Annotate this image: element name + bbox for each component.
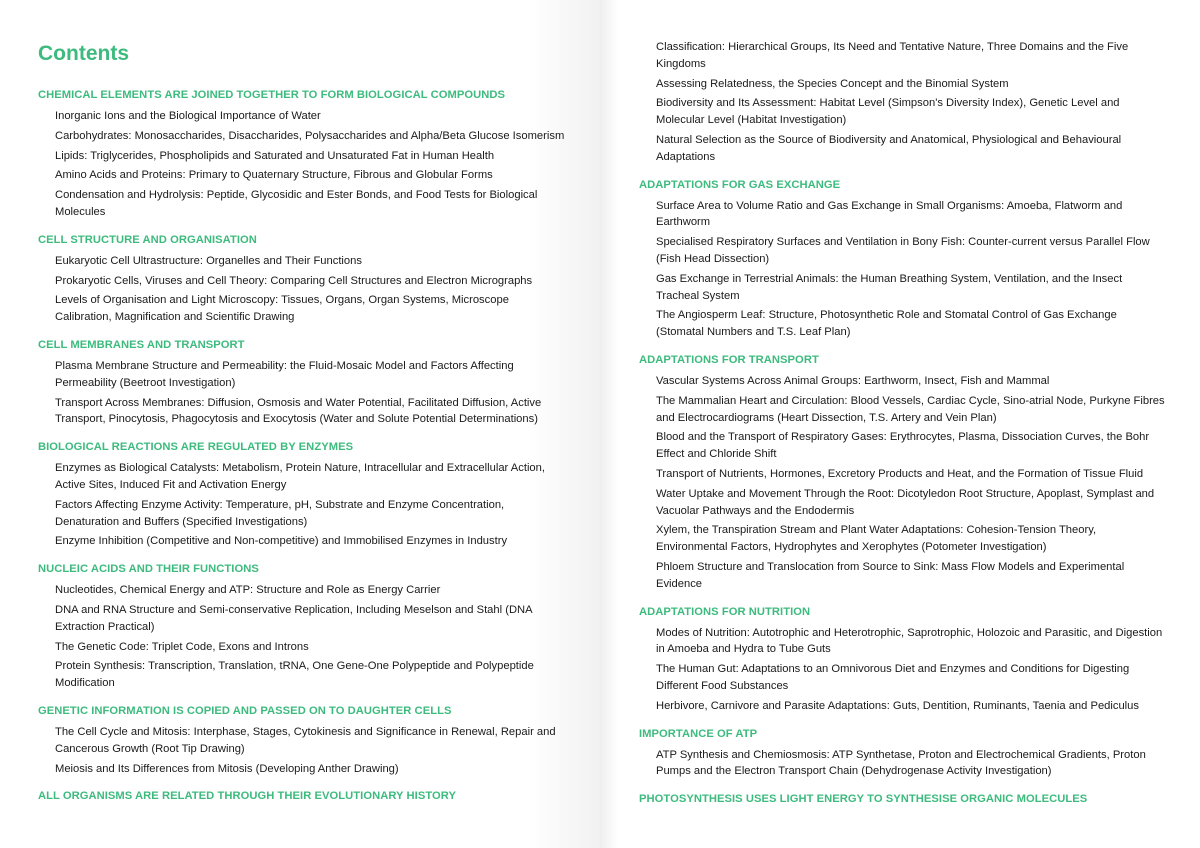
section-heading[interactable]: ADAPTATIONS FOR GAS EXCHANGE (639, 178, 841, 191)
section-heading[interactable]: NUCLEIC ACIDS AND THEIR FUNCTIONS (38, 563, 259, 576)
contents-entry[interactable]: The Mammalian Heart and Circulation: Blood Vessels, Cardiac Cycle, Sino-atrial Node, Purkyne Fibres and Electrocardiograms (Heart Dissection, T.S. Artery and Vein Plan) (656, 394, 1165, 424)
section-heading[interactable]: CELL STRUCTURE AND ORGANISATION (38, 233, 257, 246)
contents-entry[interactable]: Blood and the Transport of Respiratory Gases: Erythrocytes, Plasma, Dissociation Curves, the Bohr Effect and Chloride Shift (656, 431, 1150, 461)
contents-entry[interactable]: DNA and RNA Structure and Semi-conservative Replication, Including Meselson and Stahl (DNA Extraction Practical) (55, 603, 532, 633)
section-heading[interactable]: GENETIC INFORMATION IS COPIED AND PASSED ON TO DAUGHTER CELLS (38, 704, 452, 717)
contents-section (639, 792, 1170, 806)
contents-entry[interactable]: Enzyme Inhibition (Competitive and Non-competitive) and Immobilised Enzymes in Industry (55, 535, 508, 548)
left-contents-list (38, 88, 570, 803)
contents-entry[interactable]: Xylem, the Transpiration Stream and Plant Water Adaptations: Cohesion-Tension Theory, Environmental Factors, Hydrophytes and Xerophytes (Potometer Investigation) (656, 524, 1097, 554)
contents-entry[interactable]: Condensation and Hydrolysis: Peptide, Glycosidic and Ester Bonds, and Food Tests for Biological Molecules (55, 189, 538, 218)
contents-entry[interactable]: The Human Gut: Adaptations to an Omnivorous Diet and Enzymes and Conditions for Digesting Different Food Substances (656, 663, 1130, 692)
right-contents-list (639, 178, 1170, 807)
contents-entry[interactable]: Eukaryotic Cell Ultrastructure: Organelles and Their Functions (55, 254, 362, 267)
contents-section (38, 88, 570, 221)
contents-entry[interactable]: Prokaryotic Cells, Viruses and Cell Theory: Comparing Cell Structures and Electron Micrographs (55, 274, 533, 287)
contents-entry[interactable]: Amino Acids and Proteins: Primary to Quaternary Structure, Fibrous and Globular Forms (55, 169, 493, 182)
contents-section (38, 440, 570, 550)
contents-entry[interactable]: Factors Affecting Enzyme Activity: Temperature, pH, Substrate and Enzyme Concentration, Denaturation and Buffers (Specified Investigations) (55, 498, 505, 528)
contents-section (38, 789, 570, 803)
contents-entry[interactable]: Gas Exchange in Terrestrial Animals: the Human Breathing System, Ventilation, and the Insect Tracheal System (656, 272, 1123, 302)
right-page (600, 0, 1200, 848)
contents-section (38, 562, 570, 692)
section-heading[interactable]: IMPORTANCE OF ATP (639, 727, 758, 740)
contents-entry[interactable]: Transport of Nutrients, Hormones, Excretory Products and Heat, and the Formation of Tissue Fluid (656, 467, 1144, 480)
contents-entry[interactable]: The Genetic Code: Triplet Code, Exons and Introns (55, 640, 309, 653)
contents-entry[interactable]: Inorganic Ions and the Biological Importance of Water (55, 110, 321, 122)
contents-section (639, 353, 1170, 593)
contents-entry[interactable]: Specialised Respiratory Surfaces and Ventilation in Bony Fish: Counter-current versus Parallel Flow (Fish Head Dissection) (656, 236, 1150, 265)
section-heading[interactable]: CELL MEMBRANES AND TRANSPORT (38, 338, 245, 351)
contents-entry[interactable]: Herbivore, Carnivore and Parasite Adaptations: Guts, Dentition, Ruminants, Taenia and Pediculus (656, 699, 1139, 712)
section-heading[interactable]: CHEMICAL ELEMENTS ARE JOINED TOGETHER TO FORM BIOLOGICAL COMPOUNDS (38, 89, 505, 101)
continued-section (639, 39, 1170, 166)
section-heading[interactable]: PHOTOSYNTHESIS USES LIGHT ENERGY TO SYNTHESISE ORGANIC MOLECULES (639, 793, 1088, 806)
contents-entry[interactable]: The Angiosperm Leaf: Structure, Photosynthetic Role and Stomatal Control of Gas Exchange (Stomatal Numbers and T.S. Leaf Plan) (656, 309, 1117, 339)
contents-entry[interactable]: Biodiversity and Its Assessment: Habitat Level (Simpson's Diversity Index), Genetic Level and Molecular Level (Habitat Investigation) (656, 97, 1120, 127)
contents-section (38, 338, 570, 428)
section-heading[interactable]: BIOLOGICAL REACTIONS ARE REGULATED BY ENZYMES (38, 441, 354, 454)
contents-entry[interactable]: Protein Synthesis: Transcription, Translation, tRNA, One Gene-One Polypeptide and Polypeptide Modification (55, 660, 534, 690)
contents-entry[interactable]: ATP Synthesis and Chemiosmosis: ATP Synthetase, Proton and Electrochemical Gradients, Proton Pumps and the Electron Transport Chain (Dehydrogenase Activity Investigation) (656, 748, 1146, 778)
contents-entry[interactable]: Nucleotides, Chemical Energy and ATP: Structure and Role as Energy Carrier (55, 584, 441, 597)
contents-entry[interactable]: Water Uptake and Movement Through the Root: Dicotyledon Root Structure, Apoplast, Symplast and Vacuolar Pathways and the Endodermis (656, 487, 1155, 517)
contents-entry[interactable]: The Cell Cycle and Mitosis: Interphase, Stages, Cytokinesis and Significance in Renewal, Repair and Cancerous Growth (Root Tip Drawing) (55, 725, 556, 755)
contents-entry[interactable]: Surface Area to Volume Ratio and Gas Exchange in Small Organisms: Amoeba, Flatworm and Earthworm (656, 199, 1123, 229)
contents-entry[interactable]: Phloem Structure and Translocation from Source to Sink: Mass Flow Models and Experimental Evidence (656, 560, 1125, 590)
page-title: Contents (38, 42, 129, 65)
contents-entry[interactable]: Levels of Organisation and Light Microscopy: Tissues, Organs, Organ Systems, Microscope Calibration, Magnification and Scientific Drawing (55, 294, 509, 324)
contents-entry[interactable]: Assessing Relatedness, the Species Concept and the Binomial System (656, 77, 1009, 90)
section-heading[interactable]: ADAPTATIONS FOR NUTRITION (639, 605, 811, 618)
contents-entry[interactable]: Natural Selection as the Source of Biodiversity and Anatomical, Physiological and Behavioural Adaptations (656, 133, 1122, 163)
contents-section (639, 178, 1170, 341)
contents-entry[interactable]: Vascular Systems Across Animal Groups: Earthworm, Insect, Fish and Mammal (656, 374, 1050, 387)
section-heading[interactable]: ALL ORGANISMS ARE RELATED THROUGH THEIR EVOLUTIONARY HISTORY (38, 790, 456, 803)
contents-entry[interactable]: Enzymes as Biological Catalysts: Metabolism, Protein Nature, Intracellular and Extracellular Action, Active Sites, Induced Fit and Activation Energy (55, 462, 545, 491)
contents-entry[interactable]: Carbohydrates: Monosaccharides, Disaccharides, Polysaccharides and Alpha/Beta Glucose Isomerism (55, 129, 565, 142)
section-heading[interactable]: ADAPTATIONS FOR TRANSPORT (639, 353, 819, 366)
contents-section (639, 727, 1170, 781)
contents-entry[interactable]: Modes of Nutrition: Autotrophic and Heterotrophic, Saprotrophic, Holozoic and Parasitic, and Digestion in Amoeba and Hydra to Tube Guts (656, 626, 1163, 656)
contents-entry[interactable]: Lipids: Triglycerides, Phospholipids and Saturated and Unsaturated Fat in Human Health (55, 149, 495, 162)
contents-section (38, 233, 570, 326)
contents-entry[interactable]: Plasma Membrane Structure and Permeability: the Fluid-Mosaic Model and Factors Affecting Permeability (Beetroot Investigation) (55, 359, 514, 389)
contents-entry[interactable]: Classification: Hierarchical Groups, Its Need and Tentative Nature, Three Domains and the Five Kingdoms (656, 41, 1129, 70)
contents-entry[interactable]: Meiosis and Its Differences from Mitosis (Developing Anther Drawing) (55, 762, 399, 775)
contents-section (38, 704, 570, 777)
contents-entry[interactable]: Transport Across Membranes: Diffusion, Osmosis and Water Potential, Facilitated Diffusion, Active Transport, Pinocytosis, Phagocytosis and Exocytosis (Water and Solute Potential Determinations) (55, 396, 542, 426)
contents-section (639, 605, 1170, 715)
